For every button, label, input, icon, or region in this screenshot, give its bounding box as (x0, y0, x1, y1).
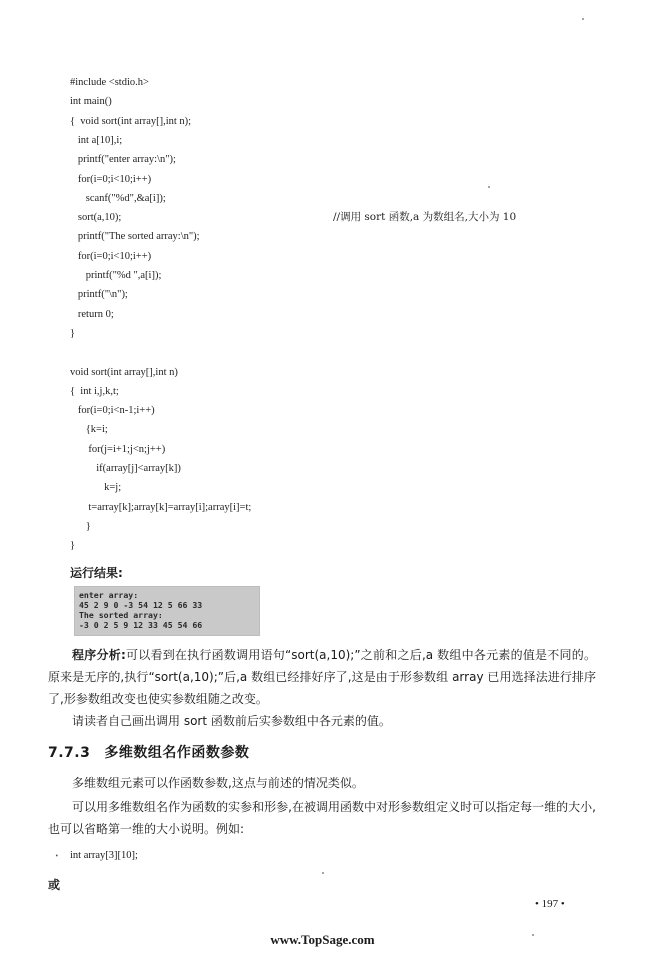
code-line: t=array[k];array[k]=array[i];array[i]=t; (70, 501, 252, 513)
terminal-line: -3 0 2 5 9 12 33 45 54 66 (79, 620, 203, 630)
code-line: } (70, 540, 76, 552)
code-line: return 0; (70, 308, 114, 320)
code-line: for(i=0;i<10;i++) (70, 250, 152, 262)
scan-speck (582, 18, 584, 20)
scan-speck (488, 186, 490, 188)
terminal-line: The sorted array: (79, 610, 163, 620)
or-text: 或 (48, 878, 61, 892)
section-number: 7.7.3 (48, 745, 91, 761)
code-line: #include <stdio.h> (70, 77, 149, 88)
code-line: } (70, 520, 91, 532)
code-line: if(array[j]<array[k]) (70, 463, 181, 474)
code-line: int main() (70, 96, 112, 108)
scan-speck (532, 934, 534, 936)
code-line: int a[10],i; (70, 134, 123, 146)
section-title: 多维数组名作函数参数 (104, 745, 250, 761)
code-line: printf("enter array:\n"); (70, 154, 176, 166)
bullet-dot: • (55, 853, 59, 860)
page-number: • 197 • (535, 898, 565, 910)
code-line: for(i=0;i<10;i++) (70, 173, 152, 185)
terminal-line: enter array: (79, 590, 139, 600)
analysis-paragraph (48, 644, 596, 710)
exercise-paragraph: 请读者自己画出调用 sort 函数前后实参数组中各元素的值。 (72, 714, 391, 728)
scan-speck (322, 872, 324, 874)
code-comment: //调用 sort 函数,a 为数组名,大小为 10 (333, 211, 517, 223)
result-label: 运行结果: (70, 566, 123, 580)
code-line: printf("The sorted array:\n"); (70, 231, 200, 243)
paragraph-2: 可以用多维数组名作为函数的实参和形参,在被调用函数中对形参数组定义时可以指定每一维的大小,也可以省略第一维的大小说明。例如: (48, 800, 596, 836)
analysis-text: 可以看到在执行函数调用语句“sort(a,10);”之前和之后,a 数组中各元素的值是不同的。原来是无序的,执行“sort(a,10);”后,a 数组已经排好序了,这是由于形参数组 array 已用选择法进行排序了,形参数组改变也使实参数组随之改变。 (48, 648, 596, 706)
footer-url: www.TopSage.com (270, 932, 375, 947)
code-line: for(i=0;i<n-1;i++) (70, 405, 155, 417)
terminal-line: 45 2 9 0 -3 54 12 5 66 33 (79, 600, 203, 610)
section-heading (48, 742, 249, 762)
code-line: void sort(int array[],int n) (70, 366, 178, 378)
code-line: sort(a,10); (70, 212, 122, 224)
code-line: {k=i; (70, 424, 108, 436)
code-example: int array[3][10]; (70, 850, 138, 861)
code-line: printf("%d ",a[i]); (70, 270, 162, 281)
code-line: for(j=i+1;j<n;j++) (70, 443, 166, 455)
terminal-output (74, 586, 260, 636)
code-line: } (70, 327, 76, 339)
code-line: { int i,j,k,t; (70, 385, 119, 397)
code-line: { void sort(int array[],int n); (70, 115, 192, 127)
analysis-label: 程序分析: (72, 648, 126, 662)
code-line: printf("\n"); (70, 289, 128, 301)
paragraph-1: 多维数组元素可以作函数参数,这点与前述的情况类似。 (72, 776, 364, 790)
code-line: k=j; (70, 482, 122, 494)
code-line: scanf("%d",&a[i]); (70, 192, 166, 204)
